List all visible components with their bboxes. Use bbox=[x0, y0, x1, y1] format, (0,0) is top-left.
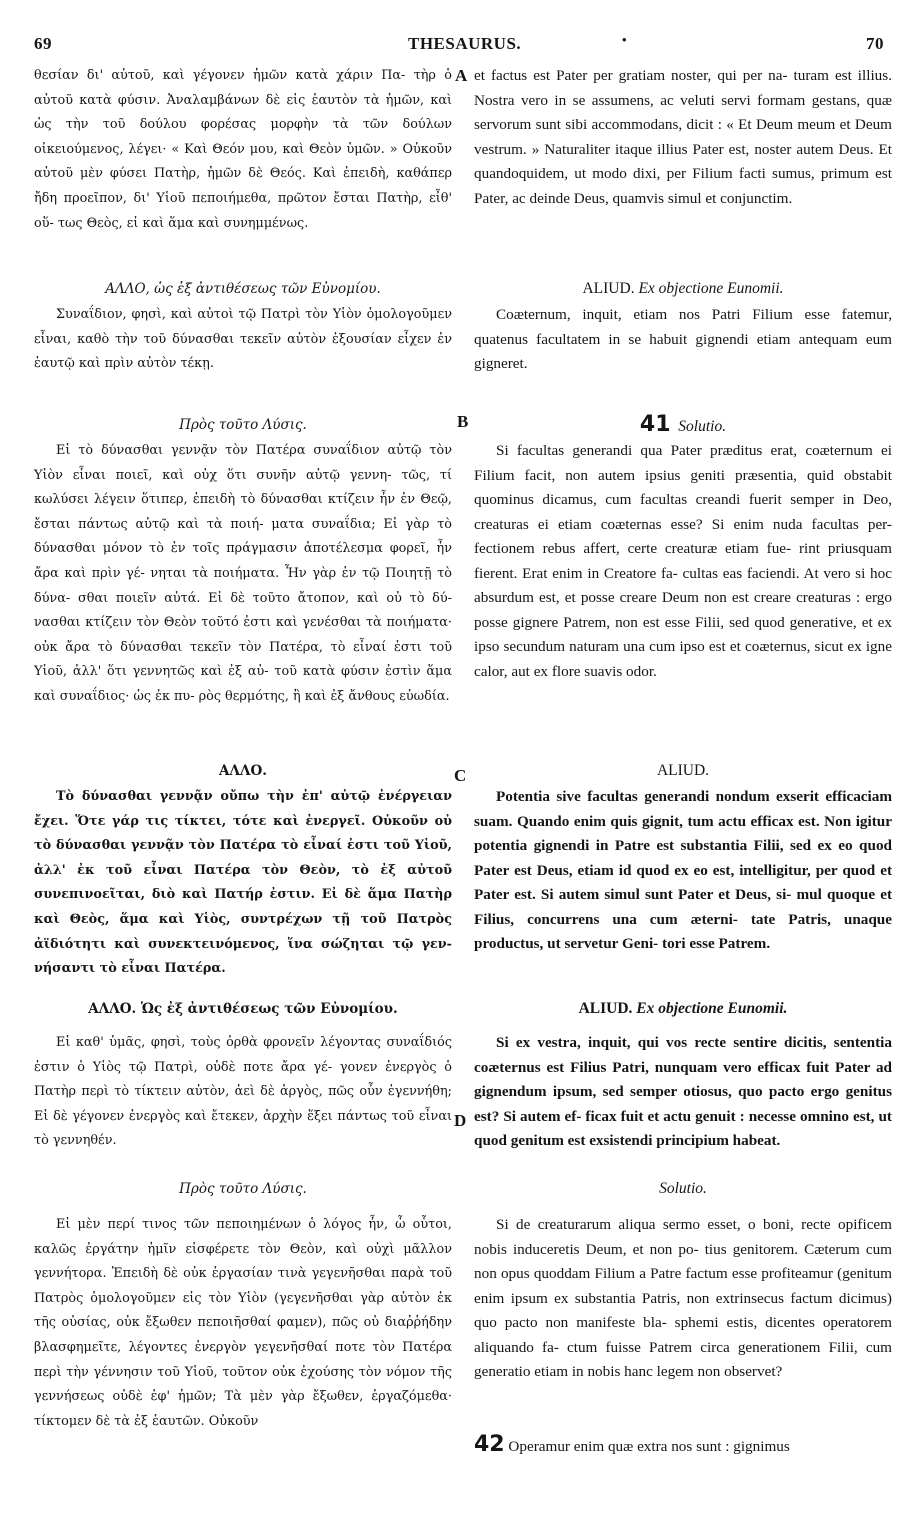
latin-paragraph-2: Coæternum, inquit, etiam nos Patri Filium esse fatemur, quatenus facultatem in se habuit gignendi etiam antequam eum gigneret. bbox=[474, 306, 892, 372]
latin-heading-solutio-2: Solutio. bbox=[659, 1180, 707, 1197]
running-title: THESAURUS. bbox=[408, 34, 522, 53]
greek-heading-aliud-1: ΑΛΛΟ, ὡς ἐξ ἀντιθέσεως τῶν Εὐνομίου. bbox=[105, 281, 381, 297]
greek-column bbox=[34, 64, 452, 1483]
latin-paragraph-7: 42 Operamur enim quæ extra nos sunt : gignimus bbox=[474, 1432, 790, 1457]
page-number-left: 69 bbox=[34, 34, 52, 53]
latin-paragraph-5: Si ex vestra, inquit, qui vos recte sentire dicitis, sententia coæternus est Filius Patri, nunquam vero efficax fuit Pater ad gignendum ipsum, sed semper otiosus, quo pacto ergo genitus est? Si autem ef- ficax fuit et actu genuit : necesse omnino est, ut quod genitum est exsistendi principium habeat. bbox=[474, 1034, 892, 1149]
greek-paragraph-2: Συναΐδιον, φησὶ, καὶ αὐτοὶ τῷ Πατρὶ τὸν Υἱὸν ὁμολογοῦμεν εἶναι, καθὸ τὴν τοῦ δύνασθαι τεκεῖν αὐτὸν ἐξουσίαν εἶχεν ἐν ἑαυτῷ καὶ πρὶν αὐτὸν τέκῃ. bbox=[34, 307, 452, 372]
margin-marker-d: D bbox=[454, 1111, 467, 1130]
greek-paragraph-3: Εἰ τὸ δύνασθαι γεννᾷν τὸν Πατέρα συναΐδιον αὐτῷ τὸν Υἱὸν εἶναι ποιεῖ, καὶ οὐχ ὅτι συνῆν αὐτῷ γεννη- τῶς, τί κωλύσει λέγειν ὅτιπερ, ἐπειδὴ τὸ δύνασθαι κτίζειν ἦν ἐν Θεῷ, ἔσται πάντως αὐτῷ καὶ τὰ ποιή- ματα συναΐδια; Εἰ γὰρ τὸ δύνασθαι μόνον τὸ ἐν τοῖς πράγμασιν ἀποτέλεσμα φορεῖ, ἦν ἄρα καὶ πρὶν γέ- νηται τὰ ποιήματα. Ἦν γὰρ ἐν τῷ Ποιητῇ τὸ δύνα- σθαι ποιεῖν αὐτά. Εἰ δὲ τοῦτο ἄτοπον, καὶ οὐ τὸ δύ- νασθαι κτίζειν τὸν Θεὸν τοῦτό ἐστι καὶ γενέσθαι τὰ ποιήματα· οὐκ ἄρα τὸ δύνασθαι τεκεῖν τὸν Πατέρα, τὸ εἶναί ἐστι τοῦ Υἱοῦ, ἀλλ' ὅτι γεννητῶς καὶ ἐξ αὐ- τοῦ κατὰ φύσιν ἐστὶν ἅμα καὶ συναΐδιος· ὡς ἐκ πυ- ρὸς θερμότης, ἢ καὶ ἐξ ἄνθους εὐωδία. bbox=[34, 443, 452, 704]
latin-paragraph-1: et factus est Pater per gratiam noster, qui per na- turam est illius. Nostra vero in se assumens, ac veluti servi formam gestans, quæ servorum sunt sibi accommodans, dicit : « Et Deum meum et Deum vestrum. » Naturaliter itaque illius Pater est, noster autem Deus. Et quandoquidem, ut modo dixi, per Filium facti sumus, primum est Pater, ac deinde Deus, quamvis simul et conjunctim. bbox=[474, 67, 892, 207]
latin-heading-aliud-3: ALIUD. Ex objectione Eunomii. bbox=[578, 1000, 788, 1017]
latin-paragraph-6: Si de creaturarum aliqua sermo esset, o boni, recte opificem nobis induceretis Deum, et non po- tius genitorem. Cæterum cum non opus quoddam Filium a Patre factum esse profiteamur (genitum enim ipsum ex substantia Patris, non extrinsecus factum dicimus) quo pacto non manifeste bla- sphemi estis, dicentes operatorem aliquando fa- ctum fuisse Patrem circa generationem Filii, cum generatio etiam in nobis hanc legem non observet? bbox=[474, 1216, 892, 1380]
margin-marker-a: A bbox=[455, 66, 468, 85]
latin-paragraph-4: Potentia sive facultas generandi nondum exserit efficaciam suam. Quando enim quis gignit, tum actu efficax est. Non igitur potentia gignendi in Patre est substantia Filii, sed ex eo quod Pater est Deus, etiam id quod ex eo est, intelligitur, per quod et Pater est. Si autem simul sunt Pater et Deus, si- mul quoque et Filius, concurrens una cum æterni- tate Patris, unaque productus, ut servetur Geni- tori esse Patrem. bbox=[474, 788, 892, 952]
latin-heading-solutio-1: 41 Solutio. bbox=[639, 412, 727, 437]
page-header bbox=[0, 34, 924, 58]
margin-marker-c: C bbox=[454, 766, 467, 785]
page-number-right: 70 bbox=[866, 34, 884, 53]
greek-paragraph-1: θεσίαν δι' αὐτοῦ, καὶ γέγονεν ἡμῶν κατὰ χάριν Πα- τὴρ ὁ αὐτοῦ κατὰ φύσιν. Ἀναλαμβάνων δὲ εἰς ἑαυτὸν τὰ ἡμῶν, καὶ ὡς τὴν τοῦ δούλου φορέσας μορφὴν τὰ τῶν δούλων οἰκειούμενος, λέγει· « Καὶ Θεόν μου, καὶ Θεὸν ὑμῶν. » Οὐκοῦν αὐτοῦ μὲν φύσει Πατὴρ, ἡμῶν δὲ Θεός. Καὶ ἐπειδὴ, καθάπερ ἤδη προεῖπον, δι' Υἱοῦ πεποιήμεθα, πρῶτον ἔσται Πατὴρ, εἶθ' οὕ- τως Θεὸς, εἰ καὶ ἅμα καὶ συνημμένως. bbox=[34, 68, 452, 231]
greek-heading-solutio-2: Πρὸς τοῦτο Λύσις. bbox=[179, 1181, 307, 1197]
greek-heading-aliud-3: ΑΛΛΟ. Ὡς ἐξ ἀντιθέσεως τῶν Εὐνομίου. bbox=[88, 1001, 398, 1017]
greek-heading-solutio-1: Πρὸς τοῦτο Λύσις. bbox=[179, 417, 307, 433]
paragraph-number-42: 42 bbox=[474, 1432, 505, 1457]
greek-paragraph-5: Εἰ καθ' ὑμᾶς, φησὶ, τοὺς ὀρθὰ φρονεῖν λέγοντας συναΐδιός ἐστιν ὁ Υἱὸς τῷ Πατρὶ, οὐδὲ ποτε ἄρα γέ- γονεν ἐνεργὸς ὁ Πατὴρ περὶ τὸ τίκτειν αὐτὸν, ἀεὶ δὲ ἀργὸς, πῶς οὖν ἐγεννήθη; Εἰ δὲ γέγονεν ἐνεργὸς καὶ ἔτεκεν, ἀρχὴν ἕξει πάντως τοῦ εἶναι τὸ γεννηθέν. bbox=[34, 1035, 452, 1149]
greek-heading-aliud-2: ΑΛΛΟ. bbox=[219, 763, 267, 779]
latin-paragraph-3: Si facultas generandi qua Pater præditus erat, coæternum ei Filium facit, non autem ipsius geniti præsentia, quid obstabit quominus dicamus, cum facultas creandi fuerit semper in Deo, creaturas ei etiam coæternas esse? Si enim nuda facultas per- fectionem rebus affert, certe creaturæ etiam fue- rint priusquam fierent. Erat enim in Creatore fa- cultas eas faciendi. At vero si hoc absurdum est, et posse creare Deum non est creare creaturas : ergo posse gignere Patrem, non est esse Filii, sed quod generative, et ex ipso secundum naturam una cum ipso est et coæternus, sicut ex igne calor, aut ex flore suavis odor. bbox=[474, 442, 892, 680]
paragraph-number-41: 41 bbox=[639, 412, 671, 437]
greek-paragraph-4: Τὸ δύνασθαι γεννᾷν οὔπω τὴν ἐπ' αὐτῷ ἐνέργειαν ἔχει. Ὅτε γάρ τις τίκτει, τότε καὶ ἐνεργεῖ. Οὐκοῦν οὐ τὸ δύνασθαι γεννᾷν τὸν Πατέρα τὸ εἶναί ἐστι τοῦ Υἱοῦ, ἀλλ' ἐκ τοῦ εἶναι Πατέρα τὸν Θεὸν, τὸ ἐξ αὐτοῦ συνεπινοεῖται, διὸ καὶ Πατήρ ἐστιν. Εἰ δὲ ἅμα Πατὴρ καὶ Θεὸς, ἅμα καὶ Υἱὸς, συντρέχων τῇ τοῦ Πατρὸς ἀϊδιότητι καὶ συνεκτεινόμενος, ἵνα σώζηται τῷ γεν- νήσαντι τὸ εἶναι Πατέρα. bbox=[34, 789, 452, 977]
greek-paragraph-6: Εἰ μὲν περί τινος τῶν πεποιημένων ὁ λόγος ἦν, ὦ οὗτοι, καλῶς ἐργάτην ἡμῖν εἰσφέρετε τὸν Θεὸν, καὶ οὐχὶ μᾶλλον γεννήτορα. Ἐπειδὴ δὲ οὐκ ἐργασίαν τινὰ γεγενῆσθαι παρὰ τοῦ Πατρὸς ὁμολογοῦμεν εἰς τὸν Υἱὸν (γεγενῆσθαι γὰρ αὐτὸν ἐκ τῆς οὐσίας, οὐκ ἔξωθεν πεποιῆσθαί φαμεν), πῶς οὐ διαῤῥήδην βλασφημεῖτε, λέγοντες ἐνεργὸν γεγενῆσθαί ποτε τὸν Πατέρα περὶ τὴν γέννησιν τοῦ Υἱοῦ, τοῦτον οὐκ ἐχούσης τὸν νόμον τῆς γεννήσεως οὐδὲ ἐφ' ἡμῶν; Τὰ μὲν γὰρ ἔξωθεν, ἐργαζόμεθα· τίκτομεν δὲ τὰ ἐξ ἑαυτῶν. Οὐκοῦν bbox=[34, 1217, 452, 1429]
latin-heading-aliud-1: ALIUD. Ex objectione Eunomii. bbox=[582, 280, 784, 297]
header-mark: • bbox=[622, 32, 628, 47]
latin-heading-aliud-2: ALIUD. bbox=[656, 762, 710, 779]
latin-column bbox=[474, 64, 892, 1459]
margin-marker-b: B bbox=[457, 412, 469, 431]
